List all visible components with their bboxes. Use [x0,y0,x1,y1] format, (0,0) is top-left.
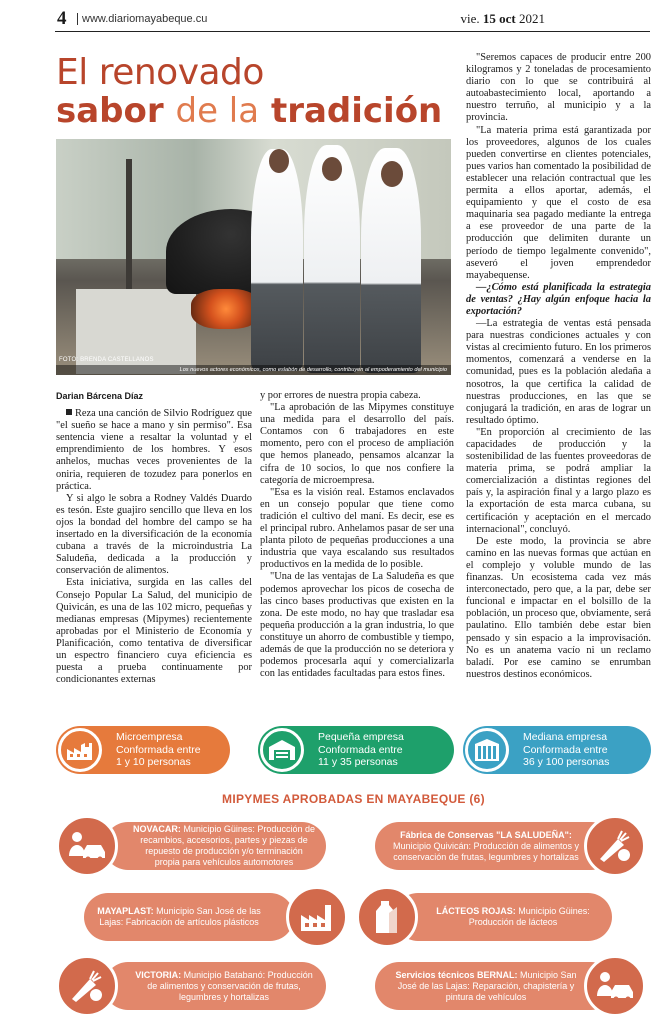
photo-credit: FOTO: BRENDA CASTELLANOS [59,357,154,363]
site-url[interactable]: www.diariomayabeque.cu [77,13,207,25]
article-column-1 [56,390,252,686]
author-byline: Darian Bárcena Díaz [56,391,144,401]
business-lacteos-rojas: LÁCTEOS ROJAS: Municipio Güines: Producción de lácteos [394,893,612,941]
business-novacar: NOVACAR: Municipio Güines: Producción de recambios, accesorios, partes y piezas de repuesto de producción y/o terminación propia para vehículos automotores [104,822,326,870]
building-icon [465,728,509,772]
paragraph: "Una de las ventajas de La Saludeña es que podemos aprovechar los picos de cosecha de las cinco bases productivas que existen en la zona. De este modo, no hay que trasladar esa pequeña producción a la gran industria, lo que constituye un ahorro de combustible y tiempo, además de que la producción no se deteriora y podemos procesarla aquí y comercializarla con las entidades facultadas para estos fines. [260,571,454,680]
mechanic-car-icon [56,815,118,877]
vegetables-icon [56,955,118,1017]
paragraph: "La materia prima está garantizada por los proveedores, algunos de los cuales pueden convertirse en clientes potenciales, pues varios han comentado la posibilidad de establecer una relación contractual que les permita a ellos aportar, además, el equipamiento y que el costo de esa maquinaria sea pagado mediante la entrega a ese proveedor de una parte de la producción que delimiten durante un período de tiempo legalmente convenido", aseveró el joven emprendedor mayabequense. [466,124,651,281]
business-mayaplast: MAYAPLAST: Municipio San José de las Lajas: Fabricación de artículos plásticos [84,893,294,941]
plastic-factory-icon [286,886,348,948]
paragraph: Y si algo le sobra a Rodney Valdés Duardo es tesón. Este guajiro sencillo que lleva en los ojos la bondad del hombre del campo se ha insertado en la diversificación de la economía cubana a través de la microindustria La Saludeña, dedicada a la producción y conservación de alimentos. [56,492,252,577]
section-title: MIPYMES APROBADAS EN MAYABEQUE (6) [222,792,485,806]
bullet-square-icon [66,409,72,415]
paragraph: —La estrategia de ventas está pensada para nuestras condiciones actuales y con vistas al crecimiento futuro. En los primeros momentos, comenzará a venderse en la comunidad, pues es la población aledaña a nosotros, la que certifica la calidad de nuestras producciones, en las que se conjugará la tradición, en aras de lograr un resultado óptimo. [466,318,651,426]
paragraph: "Esa es la visión real. Estamos enclavados en un consejo popular que tiene como tradición el cultivo del maní. Es decir, ese es el principal rubro. Anhelamos pasar de ser una planta piloto de pequeñas producciones a una industria que vaya escalando sus resultados productivos en la medida de lo posible. [260,486,454,571]
business-victoria: VICTORIA: Municipio Batabanó: Producción de alimentos y conservación de frutas, legumbres y hortalizas [104,962,326,1010]
photo-caption: Los nuevos actores económicos, como eslabón de desarrollo, contribuyen al empoderamiento del municipio [56,365,451,375]
article-photo [56,139,451,375]
business-bernal: Servicios técnicos BERNAL: Municipio San José de las Lajas: Reparación, chapistería y pintura de vehículos [375,962,615,1010]
page-number: 4 [57,8,67,29]
category-microempresa: Microempresa Conformada entre 1 y 10 personas [56,726,230,774]
paragraph: "La aprobación de las Mipymes constituye una medida para el desarrollo del país. Contamos con 6 trabajadores en este momento, pero con el proceso de ampliación que hemos planeado, pensamos alcanzar la cifra de 10 socios, lo que nos confiere la categoría de microempresa. [260,402,454,486]
paragraph: Esta iniciativa, surgida en las calles del Consejo Popular La Salud, del municipio de Quivicán, es una de las 102 micro, pequeñas y medianas empresas (Mipymes) recientemente aprobadas por el Ministerio de Economía y Planificación, como tentativa de diversificar un espectro financiero cuya eficiencia es puesta a prueba continuamente por condicionantes externas [56,577,252,686]
issue-date: vie. 15 oct 2021 [460,11,545,26]
paragraph: Reza una canción de Silvio Rodríguez que "el sueño se hace a mano y sin permiso". Esa sentencia viene a resaltar la voluntad y el emprendimiento de los hombres. Y esos anhelos, muchas veces provenientes de la oniria, requieren de tozudez para ponerlos en práctica. [56,408,252,492]
headline-line1: El renovado [56,52,264,93]
factory-icon [58,728,102,772]
vegetables-icon [584,815,646,877]
category-pequena-empresa: Pequeña empresa Conformada entre 11 y 35 personas [258,726,454,774]
page-header [55,8,650,32]
paragraph: De este modo, la provincia se abre camino en las nuevas formas que actúan en el complejo y voluble mundo de las finanzas. Un ecosistema cada vez más interconectado, pero que, a la par, debe ser funcional e impactar en el bolsillo de la población, un proceso que, obviamente, será paulatino. Ello también debe estar bien pensado y sin espacio a la improvisación. No es un anatema vacío ni un reclamo baladí. Por ese camino se enrumban nuestros destinos económicos. [466,535,651,680]
paragraph: y por errores de nuestra propia cabeza. [260,390,421,401]
paragraph: "Seremos capaces de producir entre 200 kilogramos y 2 toneladas de procesamiento diario con lo que se contribuirá al autoabastecimiento local, aportando a nuestro terruño, al municipio y a la provincia. [466,52,651,124]
headline-line2: sabor de la tradición [56,90,443,131]
article-column-3 [466,52,651,681]
warehouse-icon [260,728,304,772]
business-la-saludena: Fábrica de Conservas "LA SALUDEÑA": Municipio Quivicán: Producción de alimentos y conservación de frutas, legumbres y hortalizas [375,822,615,870]
headline [56,54,446,129]
paragraph: "En proporción al crecimiento de las capacidades de producción y la sostenibilidad de las fuentes proveedoras de materia prima, se podrá ampliar la comercialización a distintas regiones del país y, la aspiración final y a largo plazo es la exportación de esta marca cubana, su certificación y aceptación en el mercado internacional", concluyó. [466,426,651,535]
article-column-2 [260,390,454,680]
mechanic-car-icon [584,955,646,1017]
interview-question: —¿Cómo está planificada la estrategia de ventas? ¿Hay algún enfoque hacia la exportación? [466,281,651,317]
category-mediana-empresa: Mediana empresa Conformada entre 36 y 100 personas [463,726,651,774]
milk-carton-icon [356,886,418,948]
